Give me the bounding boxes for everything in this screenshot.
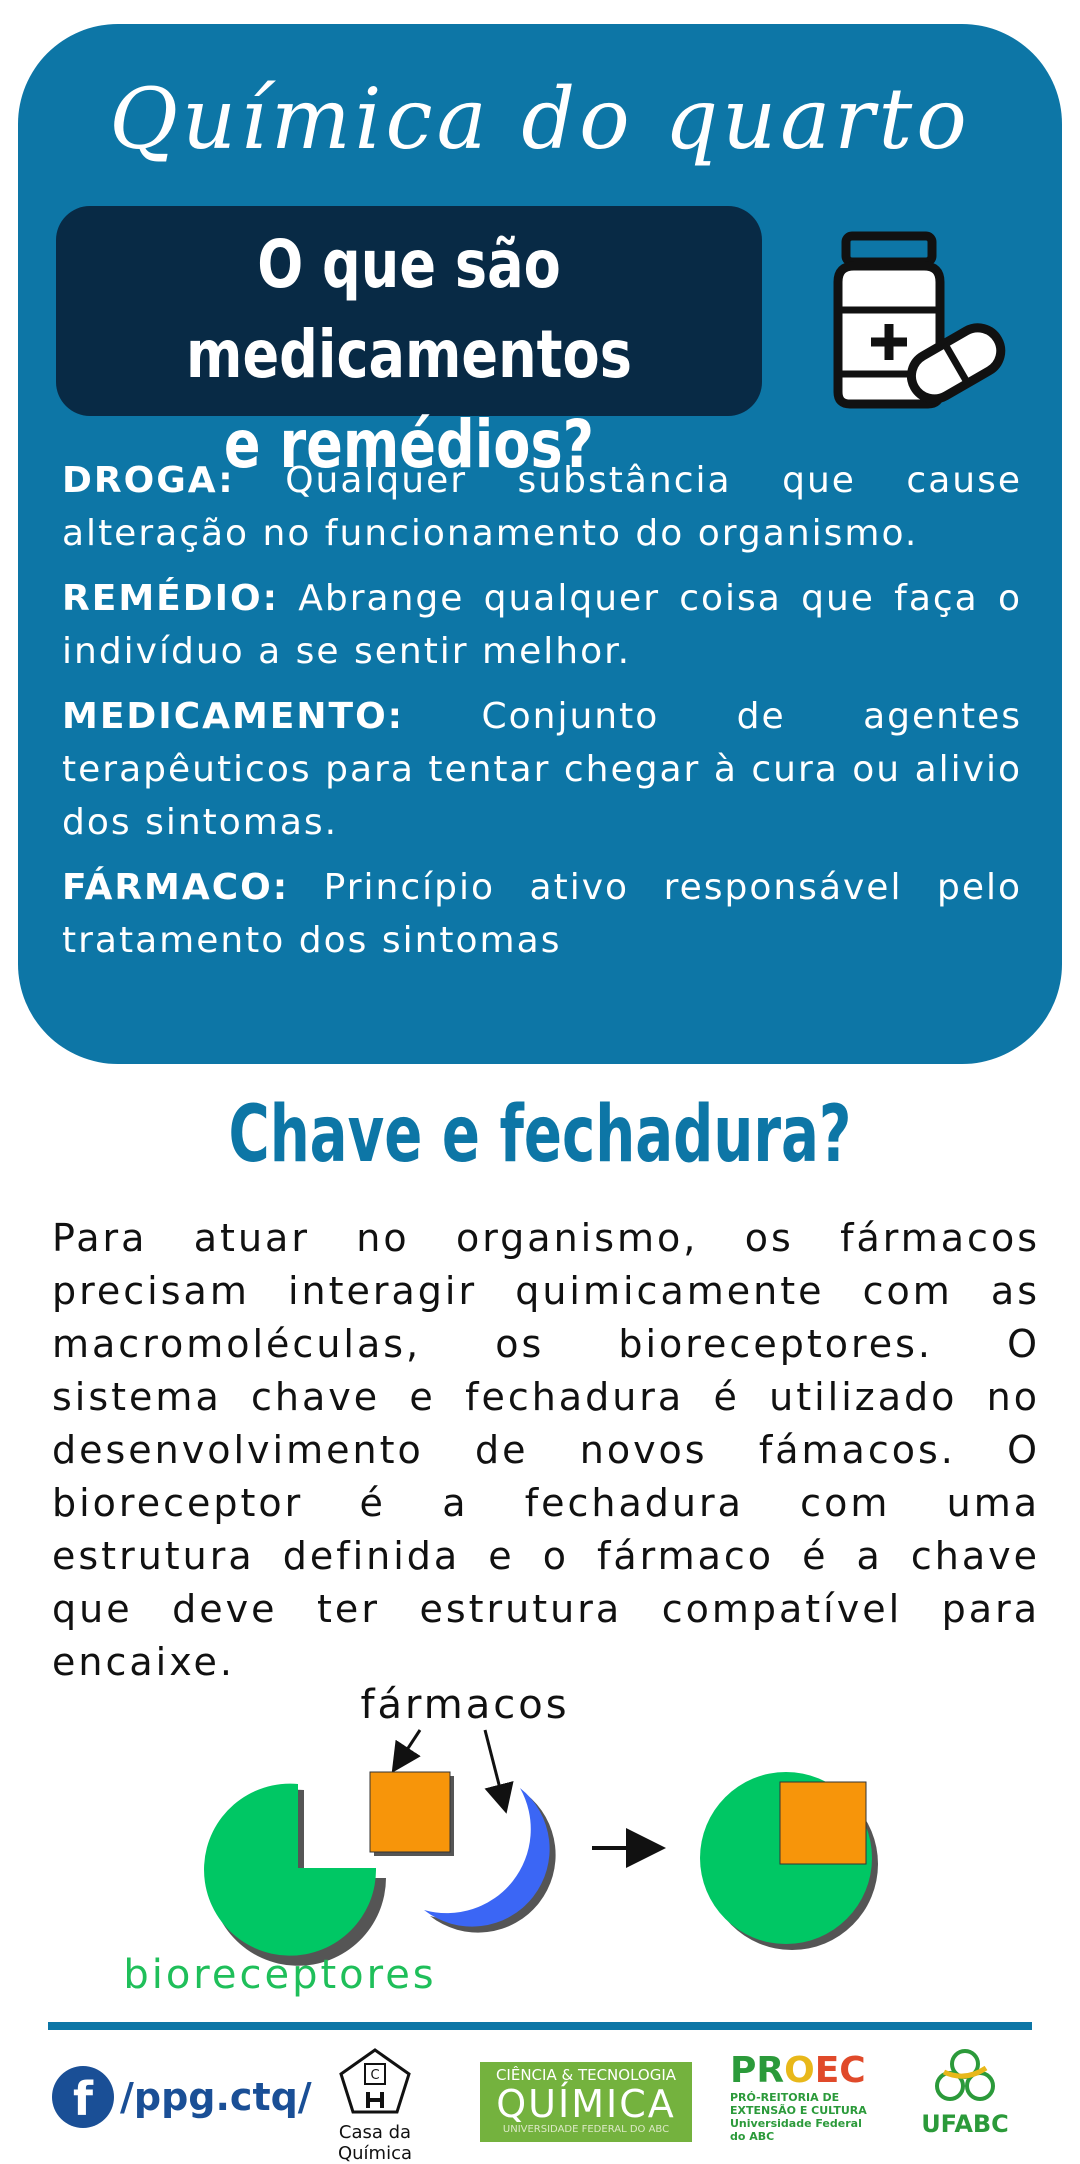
pointer-arrow-drug-2 [485, 1730, 505, 1808]
receptors-label: bioreceptores [123, 1952, 437, 1998]
receptor-open [204, 1784, 386, 1966]
ctq-main-text: QUÍMICA [496, 2082, 676, 2126]
proec-o: O [784, 2050, 815, 2091]
definition-farmaco [62, 861, 1022, 967]
definition-droga [62, 454, 1022, 560]
ufabc-label: UFABC [921, 2110, 1009, 2138]
casa-label: Casa da Química [337, 2122, 413, 2164]
proec-sub-2: EXTENSÃO E CULTURA [730, 2104, 867, 2117]
page-title: Química do quarto [109, 70, 971, 168]
definitions-list [62, 454, 1022, 979]
footer-divider [48, 2022, 1032, 2030]
question-line-2: e remédios? [223, 406, 595, 483]
question-title [120, 220, 699, 490]
casa-da-quimica-logo [300, 2046, 450, 2164]
definition-text: Abrange qualquer coisa que faça o indivíduo a se sentir melhor. [62, 578, 1022, 672]
facebook-handle: /ppg.ctq/ [120, 2075, 312, 2119]
receptor-bound [700, 1772, 878, 1950]
ufabc-logo [920, 2046, 1010, 2138]
info-card [18, 24, 1062, 1064]
proec-pr: PR [730, 2050, 785, 2091]
definition-term: FÁRMACO: [62, 867, 290, 908]
definition-term: REMÉDIO: [62, 578, 280, 619]
section-title: Chave e fechadura? [228, 1090, 852, 1180]
definition-term: MEDICAMENTO: [62, 696, 405, 737]
proec-sub-1: PRÓ-REITORIA DE [730, 2091, 840, 2104]
square-drug [370, 1772, 450, 1852]
proec-logo [730, 2050, 880, 2143]
footer [0, 2040, 1080, 2164]
definition-text: Princípio ativo responsável pelo tratamento dos sintomas [62, 867, 1022, 961]
question-line-1: O que são medicamentos [186, 226, 632, 393]
definition-medicamento [62, 690, 1022, 849]
proec-ec: EC [814, 2050, 866, 2091]
svg-text:C: C [370, 2068, 380, 2083]
ctq-logo [480, 2062, 692, 2142]
medicine-bottle-icon [808, 224, 1008, 424]
definition-term: DROGA: [62, 460, 235, 501]
ufabc-logo-icon [930, 2046, 1000, 2106]
lock-and-key-diagram [0, 1670, 1080, 2010]
facebook-icon: f [52, 2066, 114, 2128]
drugs-label: fármacos [360, 1682, 570, 1728]
definition-text: Conjunto de agentes terapêuticos para tentar chegar à cura ou alivio dos sintomas. [62, 696, 1022, 843]
pointer-arrow-drug-1 [395, 1730, 420, 1768]
ctq-top-text: CIÊNCIA & TECNOLOGIA [495, 2066, 677, 2084]
ctq-bottom-text: UNIVERSIDADE FEDERAL DO ABC [502, 2124, 670, 2135]
section-paragraph: Para atuar no organismo, os fármacos precisam interagir quimicamente com as macromoléculas, os bioreceptores. O sistema chave e fechadura é utilizado no desenvolvimento de novos fámacos. O bioreceptor é a fechadura com uma estrutura definida e o fármaco é a chave que deve ter estrutura compatível para encaixe. [52, 1216, 1040, 1684]
definition-remedio [62, 572, 1022, 678]
facebook-link[interactable] [52, 2066, 312, 2128]
definition-text: Qualquer substância que cause alteração no funcionamento do organismo. [62, 460, 1022, 554]
house-flask-icon [335, 2046, 415, 2116]
proec-name [730, 2050, 880, 2091]
proec-sub-3: Universidade Federal do ABC [730, 2117, 862, 2143]
